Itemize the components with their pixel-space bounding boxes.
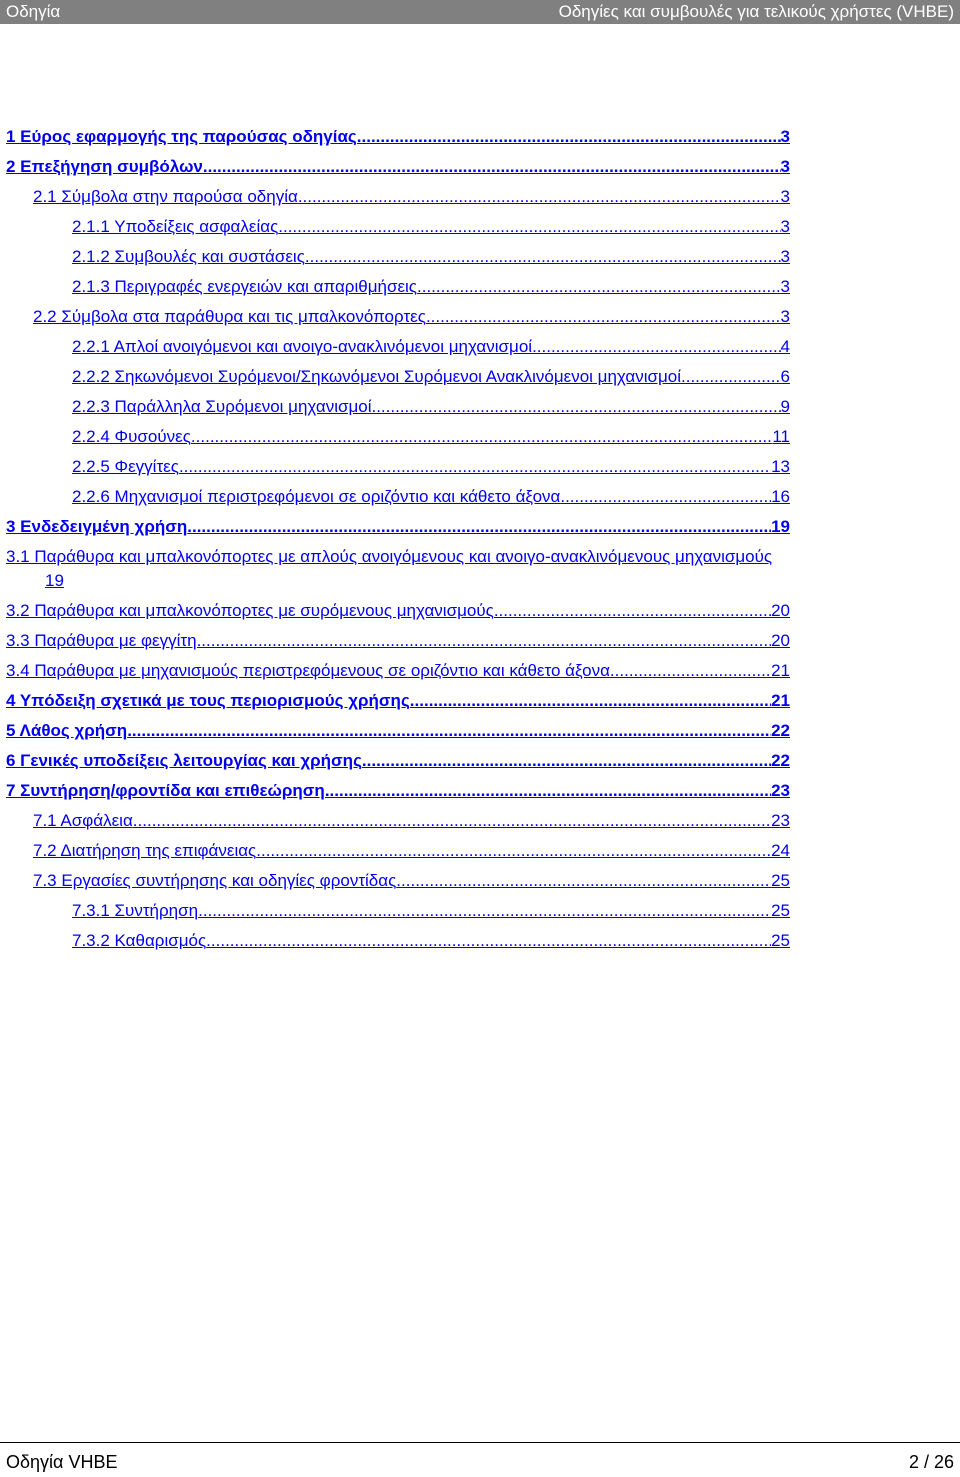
toc-entry[interactable]: [6, 272, 790, 302]
toc-entry-page: 3: [780, 307, 790, 326]
toc-entry-page: 3: [780, 247, 790, 266]
toc-dot-leader: [396, 866, 771, 896]
toc-dot-leader: [206, 926, 771, 956]
toc-entry[interactable]: [6, 332, 790, 362]
table-of-contents: [6, 122, 790, 956]
toc-entry[interactable]: [6, 656, 790, 686]
toc-dot-leader: [179, 452, 771, 482]
toc-entry[interactable]: [6, 392, 790, 422]
toc-dot-leader: [357, 122, 781, 152]
toc-dot-leader: [305, 242, 781, 272]
toc-entry[interactable]: [6, 806, 790, 836]
toc-entry[interactable]: [6, 242, 790, 272]
toc-entry-label: 7.2 Διατήρηση της επιφάνειας: [33, 841, 257, 860]
toc-dot-leader: [532, 332, 780, 362]
toc-dot-leader: [256, 836, 771, 866]
toc-entry[interactable]: [6, 422, 790, 452]
toc-entry-page: 20: [771, 601, 790, 620]
toc-entry-label: 3.2 Παράθυρα και μπαλκονόπορτες με συρόμενους μηχανισμούς: [6, 601, 494, 620]
toc-entry[interactable]: [6, 896, 790, 926]
toc-dot-leader: [191, 422, 772, 452]
toc-entry-page: 3: [780, 277, 790, 296]
toc-entry-page: 4: [780, 337, 790, 356]
toc-dot-leader: [417, 272, 781, 302]
toc-entry-label: 2.2.5 Φεγγίτες: [72, 457, 179, 476]
header-left-title: Οδηγία: [6, 2, 61, 21]
toc-dot-leader: [127, 716, 771, 746]
toc-dot-leader: [197, 626, 772, 656]
toc-entry-page: 3: [780, 187, 790, 206]
toc-entry-label: 2.1.3 Περιγραφές ενεργειών και απαριθμήσεις: [72, 277, 417, 296]
toc-entry-page: 23: [771, 781, 790, 800]
toc-entry-label: 5 Λάθος χρήση: [6, 721, 128, 740]
toc-entry[interactable]: [6, 452, 790, 482]
toc-entry-page: 25: [771, 871, 790, 890]
toc-dot-leader: [560, 482, 771, 512]
toc-entry-page: 3: [780, 157, 790, 176]
toc-entry[interactable]: [6, 836, 790, 866]
toc-entry-label: 4 Υπόδειξη σχετικά με τους περιορισμούς χρήσης: [6, 691, 410, 710]
toc-dot-leader: [371, 392, 780, 422]
toc-entry-label: 3.3 Παράθυρα με φεγγίτη: [6, 631, 197, 650]
toc-entry[interactable]: [6, 512, 790, 542]
toc-entry-page: 23: [771, 811, 790, 830]
toc-entry-label: 6 Γενικές υποδείξεις λειτουργίας και χρήσης: [6, 751, 362, 770]
toc-dot-leader: [298, 182, 781, 212]
toc-entry[interactable]: [6, 626, 790, 656]
toc-entry-label: 1 Εύρος εφαρμογής της παρούσας οδηγίας: [6, 127, 357, 146]
toc-entry[interactable]: [6, 866, 790, 896]
toc-entry-label: 3.4 Παράθυρα με μηχανισμούς περιστρεφόμενους σε οριζόντιο και κάθετο άξονα: [6, 661, 610, 680]
toc-entry[interactable]: [6, 122, 790, 152]
toc-entry[interactable]: [6, 776, 790, 806]
toc-entry[interactable]: [6, 716, 790, 746]
toc-entry-label: 2.1 Σύμβολα στην παρούσα οδηγία: [33, 187, 298, 206]
toc-entry-label: 2 Επεξήγηση συμβόλων: [6, 157, 203, 176]
toc-entry-label: 2.2 Σύμβολα στα παράθυρα και τις μπαλκονόπορτες: [33, 307, 426, 326]
toc-entry-page: 22: [771, 721, 790, 740]
page-footer: [0, 1442, 960, 1477]
toc-entry-label: 2.1.2 Συμβουλές και συστάσεις: [72, 247, 305, 266]
toc-entry[interactable]: [6, 212, 790, 242]
toc-entry-label: 2.2.4 Φυσούνες: [72, 427, 191, 446]
toc-entry[interactable]: [6, 362, 790, 392]
toc-entry-page: 25: [771, 931, 790, 950]
footer-page-number: 2 / 26: [908, 1452, 954, 1472]
toc-dot-leader: [133, 806, 771, 836]
toc-dot-leader: [681, 362, 781, 392]
toc-entry-label: 2.2.1 Απλοί ανοιγόμενοι και ανοιγο-ανακλινόμενοι μηχανισμοί: [72, 337, 533, 356]
toc-entry-page: 21: [771, 691, 790, 710]
toc-dot-leader: [494, 596, 771, 626]
toc-entry-page: 21: [771, 661, 790, 680]
toc-dot-leader: [203, 152, 781, 182]
toc-entry-page: 9: [780, 397, 790, 416]
toc-dot-leader: [278, 212, 780, 242]
toc-dot-leader: [187, 512, 771, 542]
toc-entry[interactable]: [6, 182, 790, 212]
toc-entry-page: 25: [771, 901, 790, 920]
toc-entry-page: 16: [771, 487, 790, 506]
toc-entry[interactable]: [6, 302, 790, 332]
toc-entry-label: 2.2.6 Μηχανισμοί περιστρεφόμενοι σε οριζόντιο και κάθετο άξονα: [72, 487, 561, 506]
header-right-title: Οδηγίες και συμβουλές για τελικούς χρήστες (VHBE): [558, 2, 954, 21]
toc-entry-label: 7 Συντήρηση/φροντίδα και επιθεώρηση: [6, 781, 325, 800]
toc-entry[interactable]: [6, 152, 790, 182]
toc-dot-leader: [198, 896, 771, 926]
toc-entry-page: 20: [771, 631, 790, 650]
toc-dot-leader: [362, 746, 771, 776]
toc-entry-page: 19: [45, 571, 64, 590]
toc-entry-page: 19: [771, 517, 790, 536]
toc-entry[interactable]: [6, 686, 790, 716]
toc-entry[interactable]: [6, 542, 930, 596]
toc-entry-page: 11: [772, 427, 790, 446]
toc-entry-label: 3.1 Παράθυρα και μπαλκονόπορτες με απλούς ανοιγόμενους και ανοιγο-ανακλινόμενους μηχανισμούς: [6, 547, 773, 566]
toc-dot-leader: [410, 686, 771, 716]
toc-entry-page: 3: [780, 127, 790, 146]
toc-entry-label: 2.1.1 Υποδείξεις ασφαλείας: [72, 217, 279, 236]
toc-dot-leader: [610, 656, 771, 686]
toc-entry-page: 3: [780, 217, 790, 236]
toc-entry[interactable]: [6, 746, 790, 776]
toc-entry-label: 3 Ενδεδειγμένη χρήση: [6, 517, 188, 536]
toc-entry-label: 7.1 Ασφάλεια: [33, 811, 133, 830]
toc-entry-label: 7.3.1 Συντήρηση: [72, 901, 199, 920]
toc-entry-page: 22: [771, 751, 790, 770]
toc-entry[interactable]: [6, 926, 790, 956]
toc-entry-label: 7.3.2 Καθαρισμός: [72, 931, 207, 950]
toc-entry[interactable]: [6, 482, 790, 512]
toc-entry[interactable]: [6, 596, 790, 626]
toc-entry-page: 6: [780, 367, 790, 386]
footer-document-name: Οδηγία VHBE: [6, 1452, 118, 1472]
toc-dot-leader: [426, 302, 781, 332]
toc-entry-label: 7.3 Εργασίες συντήρησης και οδηγίες φροντίδας: [33, 871, 397, 890]
toc-dot-leader: [325, 776, 771, 806]
toc-entry-page: 24: [771, 841, 790, 860]
toc-entry-page: 13: [771, 457, 790, 476]
running-header: [0, 0, 960, 24]
toc-entry-label: 2.2.3 Παράλληλα Συρόμενοι μηχανισμοί: [72, 397, 372, 416]
toc-entry-label: 2.2.2 Σηκωνόμενοι Συρόμενοι/Σηκωνόμενοι Συρόμενοι Ανακλινόμενοι μηχανισμοί: [72, 367, 681, 386]
